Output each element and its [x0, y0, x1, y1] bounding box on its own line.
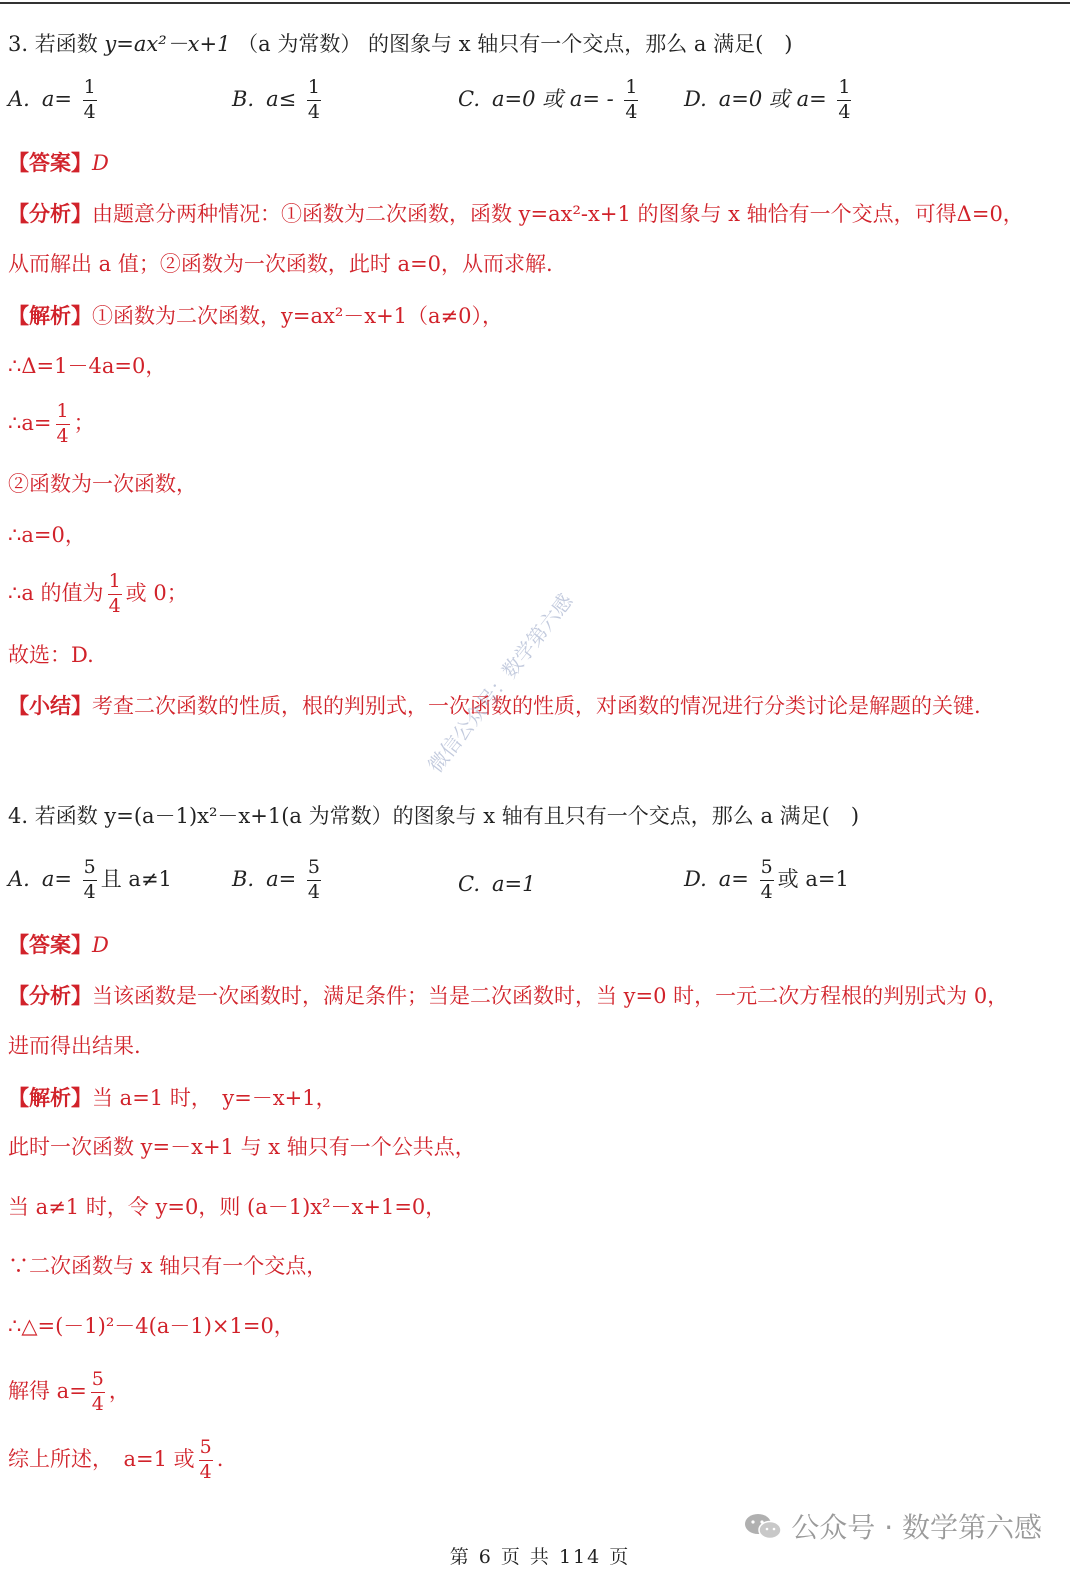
solution-text: ∴a 的值为 — [8, 581, 104, 606]
option-label: C. — [458, 87, 480, 112]
fraction-denominator: 4 — [83, 101, 96, 124]
wechat-icon — [743, 1511, 783, 1541]
solution-text: 综上所述， a=1 或 — [8, 1447, 195, 1472]
summary-tag: 【小结】 — [8, 693, 92, 718]
q4-solution-line-4: ∵二次函数与 x 轴只有一个交点， — [8, 1254, 328, 1278]
fraction-numerator: 1 — [625, 76, 638, 98]
option-label: B. — [232, 87, 255, 112]
analysis-text: 由题意分两种情况：①函数为二次函数，函数 y=ax²-x+1 的图象与 x 轴恰有一个交点，可得Δ=0， — [92, 202, 1024, 226]
option-label: A. — [8, 87, 30, 112]
q3-answer — [8, 152, 109, 174]
summary-text: 考查二次函数的性质，根的判别式，一次函数的性质，对函数的情况进行分类讨论是解题的关键. — [92, 694, 981, 718]
fraction-denominator: 4 — [56, 425, 69, 448]
top-rule — [0, 2, 1070, 4]
q4-solution-line-7 — [8, 1438, 223, 1483]
fraction — [198, 1438, 214, 1483]
q3-stem-paren: （a 为常数） — [237, 32, 362, 56]
q3-solution-line-1 — [8, 305, 503, 327]
q3-solution-line-7: 故选：D. — [8, 643, 94, 667]
option-label: C. — [458, 872, 480, 896]
fraction-denominator: 4 — [307, 101, 321, 124]
fraction — [759, 858, 775, 903]
q4-solution-line-3: 当 a≠1 时，令 y=0，则 (a－1)x²－x+1=0， — [8, 1195, 447, 1219]
q4-option-d — [684, 858, 849, 903]
option-text: a= — [41, 87, 72, 112]
q3-number: 3. — [8, 32, 29, 56]
solution-text: 当 a=1 时， y=－x+1， — [92, 1086, 337, 1110]
solution-text: ， — [108, 1379, 130, 1404]
diagonal-watermark: 微信公众号：数学第六感 — [423, 589, 578, 778]
q3-solution-line-6 — [8, 572, 188, 617]
q3-solution-line-2: ∴Δ=1－4a=0， — [8, 354, 167, 378]
option-text: a=0 或 a= — [718, 87, 827, 112]
option-text: a= — [266, 867, 297, 892]
page-footer: 第 6 页 共 114 页 — [449, 1546, 631, 1568]
q3-solution-line-4: ②函数为一次函数， — [8, 472, 197, 496]
option-text: 或 a=1 — [777, 867, 849, 892]
q4-option-c — [458, 872, 535, 896]
fraction — [82, 858, 98, 903]
brand-text: 公众号 · 数学第六感 — [791, 1511, 1042, 1544]
fraction-denominator: 4 — [307, 881, 321, 904]
fraction-numerator: 5 — [91, 1368, 104, 1390]
fraction-numerator: 5 — [199, 1436, 212, 1458]
q3-stem-func: y=ax²－x+1 — [104, 32, 231, 56]
solution-text: . — [216, 1447, 224, 1472]
option-label: B. — [232, 867, 255, 892]
analysis-tag: 【分析】 — [8, 201, 92, 226]
fraction — [306, 858, 322, 903]
solution-text: ①函数为二次函数，y=ax²－x+1（a≠0）， — [92, 304, 504, 328]
fraction-denominator: 4 — [625, 101, 638, 124]
q3-stem-post: 的图象与 x 轴只有一个交点，那么 a 满足( ) — [368, 32, 793, 56]
q3-analysis-line-1 — [8, 203, 1024, 225]
q3-option-a — [8, 78, 101, 123]
option-text: 且 a≠1 — [100, 867, 172, 892]
q4-option-a — [8, 858, 172, 903]
option-text: a= — [41, 867, 72, 892]
option-label: A. — [8, 867, 30, 892]
fraction-denominator: 4 — [83, 881, 96, 904]
option-text: a= — [718, 867, 749, 892]
q3-solution-line-5: ∴a=0， — [8, 523, 86, 547]
option-text: a=0 或 a= - — [492, 87, 614, 112]
analysis-tag: 【分析】 — [8, 983, 92, 1008]
option-label: D. — [684, 867, 707, 892]
q3-stem-pre: 若函数 — [34, 32, 98, 56]
fraction — [623, 78, 639, 123]
fraction-denominator: 4 — [91, 1393, 104, 1416]
fraction-denominator: 4 — [108, 595, 121, 618]
answer-tag: 【答案】 — [8, 150, 92, 175]
q4-solution-line-5: ∴△=(－1)²－4(a－1)×1=0， — [8, 1314, 295, 1338]
fraction-numerator: 1 — [83, 76, 96, 98]
fraction-numerator: 1 — [838, 76, 851, 98]
q4-solution-line-6 — [8, 1370, 130, 1415]
q4-stem-text: 若函数 y=(a－1)x²－x+1(a 为常数）的图象与 x 轴有且只有一个交点，那么 a 满足( ) — [34, 804, 860, 828]
q4-analysis-line-2: 进而得出结果. — [8, 1034, 141, 1058]
fraction-numerator: 5 — [83, 856, 96, 878]
fraction — [836, 78, 852, 123]
fraction — [107, 572, 123, 617]
q3-analysis-line-2: 从而解出 a 值；②函数为一次函数，此时 a=0，从而求解. — [8, 252, 553, 276]
fraction-numerator: 1 — [108, 570, 121, 592]
solution-text: 解得 a= — [8, 1379, 87, 1404]
q4-solution-line-2: 此时一次函数 y=－x+1 与 x 轴只有一个公共点， — [8, 1135, 476, 1159]
fraction-denominator: 4 — [838, 101, 851, 124]
solution-tag: 【解析】 — [8, 303, 92, 328]
q3-option-d — [684, 78, 856, 123]
answer-tag: 【答案】 — [8, 932, 92, 957]
q3-stem — [8, 34, 793, 55]
option-text: a≤ — [266, 87, 297, 112]
q4-number: 4. — [8, 804, 29, 828]
q4-answer — [8, 934, 109, 956]
q4-analysis-line-1 — [8, 985, 1008, 1007]
answer-value: D — [92, 151, 109, 175]
solution-text: ∴a= — [8, 411, 52, 436]
fraction-denominator: 4 — [760, 881, 773, 904]
fraction — [54, 402, 70, 447]
q3-option-b — [232, 78, 325, 123]
solution-tag: 【解析】 — [8, 1085, 92, 1110]
fraction-numerator: 1 — [56, 400, 69, 422]
q4-solution-line-1 — [8, 1087, 337, 1109]
solution-text: ； — [73, 411, 95, 436]
q3-option-c — [458, 78, 643, 123]
q4-option-b — [232, 858, 325, 903]
q3-solution-line-3 — [8, 402, 95, 447]
fraction-numerator: 5 — [760, 856, 773, 878]
analysis-text: 当该函数是一次函数时，满足条件；当是二次函数时，当 y=0 时，一元二次方程根的判别式为 0， — [92, 984, 1009, 1008]
solution-text: 或 0； — [125, 581, 188, 606]
q4-stem — [8, 806, 859, 827]
fraction — [90, 1370, 106, 1415]
answer-value: D — [92, 933, 109, 957]
fraction — [306, 78, 322, 123]
fraction-numerator: 1 — [307, 76, 321, 98]
fraction — [82, 78, 98, 123]
fraction-numerator: 5 — [307, 856, 321, 878]
fraction-denominator: 4 — [199, 1461, 212, 1484]
option-label: D. — [684, 87, 707, 112]
option-text: a=1 — [492, 872, 536, 896]
brand-watermark — [743, 1506, 1042, 1546]
